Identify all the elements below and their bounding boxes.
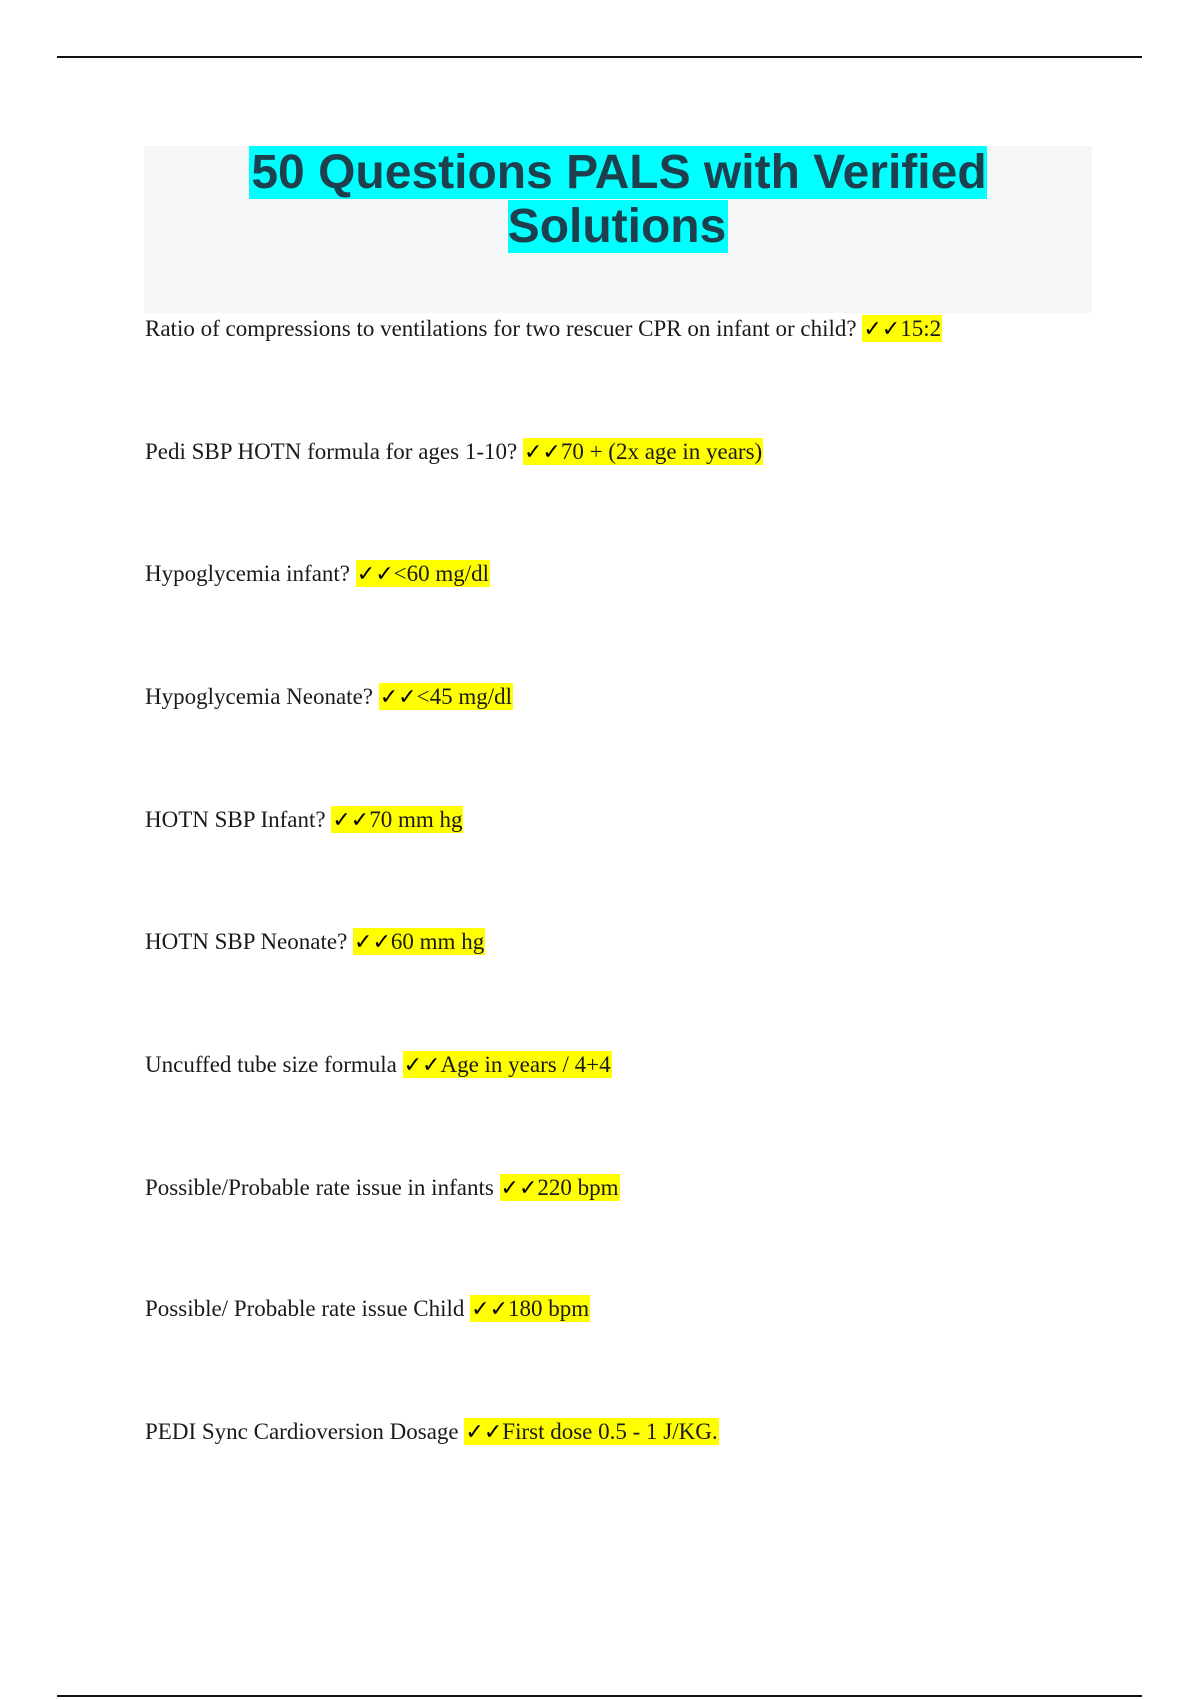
question-text: Ratio of compressions to ventilations for two rescuer CPR on infant or child?: [145, 316, 857, 341]
question-text: Hypoglycemia infant?: [145, 561, 351, 586]
double-check-icon: ✓✓: [523, 440, 561, 465]
double-check-icon: ✓✓: [465, 1420, 503, 1445]
question-text: Possible/Probable rate issue in infants: [145, 1175, 494, 1200]
qa-item: [145, 1173, 620, 1204]
answer-highlight: [464, 1418, 718, 1445]
question-text: Hypoglycemia Neonate?: [145, 684, 373, 709]
answer-text: 70 mm hg: [369, 807, 463, 832]
qa-item: [145, 559, 490, 590]
double-check-icon: ✓✓: [332, 808, 370, 833]
question-text: HOTN SBP Neonate?: [145, 929, 348, 954]
qa-item: [145, 927, 485, 958]
qa-item: [145, 1417, 719, 1448]
answer-text: 220 bpm: [537, 1175, 619, 1200]
double-check-icon: ✓✓: [403, 1053, 441, 1078]
answer-highlight: [523, 438, 763, 465]
answer-text: 180 bpm: [508, 1296, 590, 1321]
qa-item: [145, 1050, 612, 1081]
answer-highlight: [353, 928, 485, 955]
qa-item: [145, 1294, 590, 1325]
answer-highlight: [331, 806, 463, 833]
question-text: HOTN SBP Infant?: [145, 807, 326, 832]
answer-highlight: [403, 1051, 612, 1078]
bottom-rule: [57, 1695, 1142, 1697]
answer-text: <60 mg/dl: [393, 561, 490, 586]
answer-highlight: [862, 315, 942, 342]
double-check-icon: ✓✓: [356, 562, 394, 587]
answer-text: <45 mg/dl: [416, 684, 513, 709]
answer-text: 60 mm hg: [390, 929, 485, 954]
answer-highlight: [470, 1295, 590, 1322]
answer-text: First dose 0.5 - 1 J/KG.: [502, 1419, 718, 1444]
answer-text: 70 + (2x age in years): [560, 439, 763, 464]
question-text: Uncuffed tube size formula: [145, 1052, 397, 1077]
qa-item: [145, 682, 513, 713]
double-check-icon: ✓✓: [500, 1176, 538, 1201]
qa-item: [145, 437, 763, 468]
answer-text: 15:2: [900, 316, 942, 341]
question-text: PEDI Sync Cardioversion Dosage: [145, 1419, 459, 1444]
answer-highlight: [356, 560, 490, 587]
double-check-icon: ✓✓: [863, 317, 901, 342]
qa-item: [145, 805, 463, 836]
qa-item: [145, 314, 942, 345]
double-check-icon: ✓✓: [379, 685, 417, 710]
answer-text: Age in years / 4+4: [440, 1052, 611, 1077]
document-title-text: 50 Questions PALS with Verified Solutions: [251, 146, 987, 253]
question-text: Pedi SBP HOTN formula for ages 1-10?: [145, 439, 518, 464]
answer-highlight: [379, 683, 513, 710]
question-text: Possible/ Probable rate issue Child: [145, 1296, 465, 1321]
answer-highlight: [500, 1174, 620, 1201]
double-check-icon: ✓✓: [354, 930, 391, 955]
double-check-icon: ✓✓: [471, 1297, 509, 1322]
